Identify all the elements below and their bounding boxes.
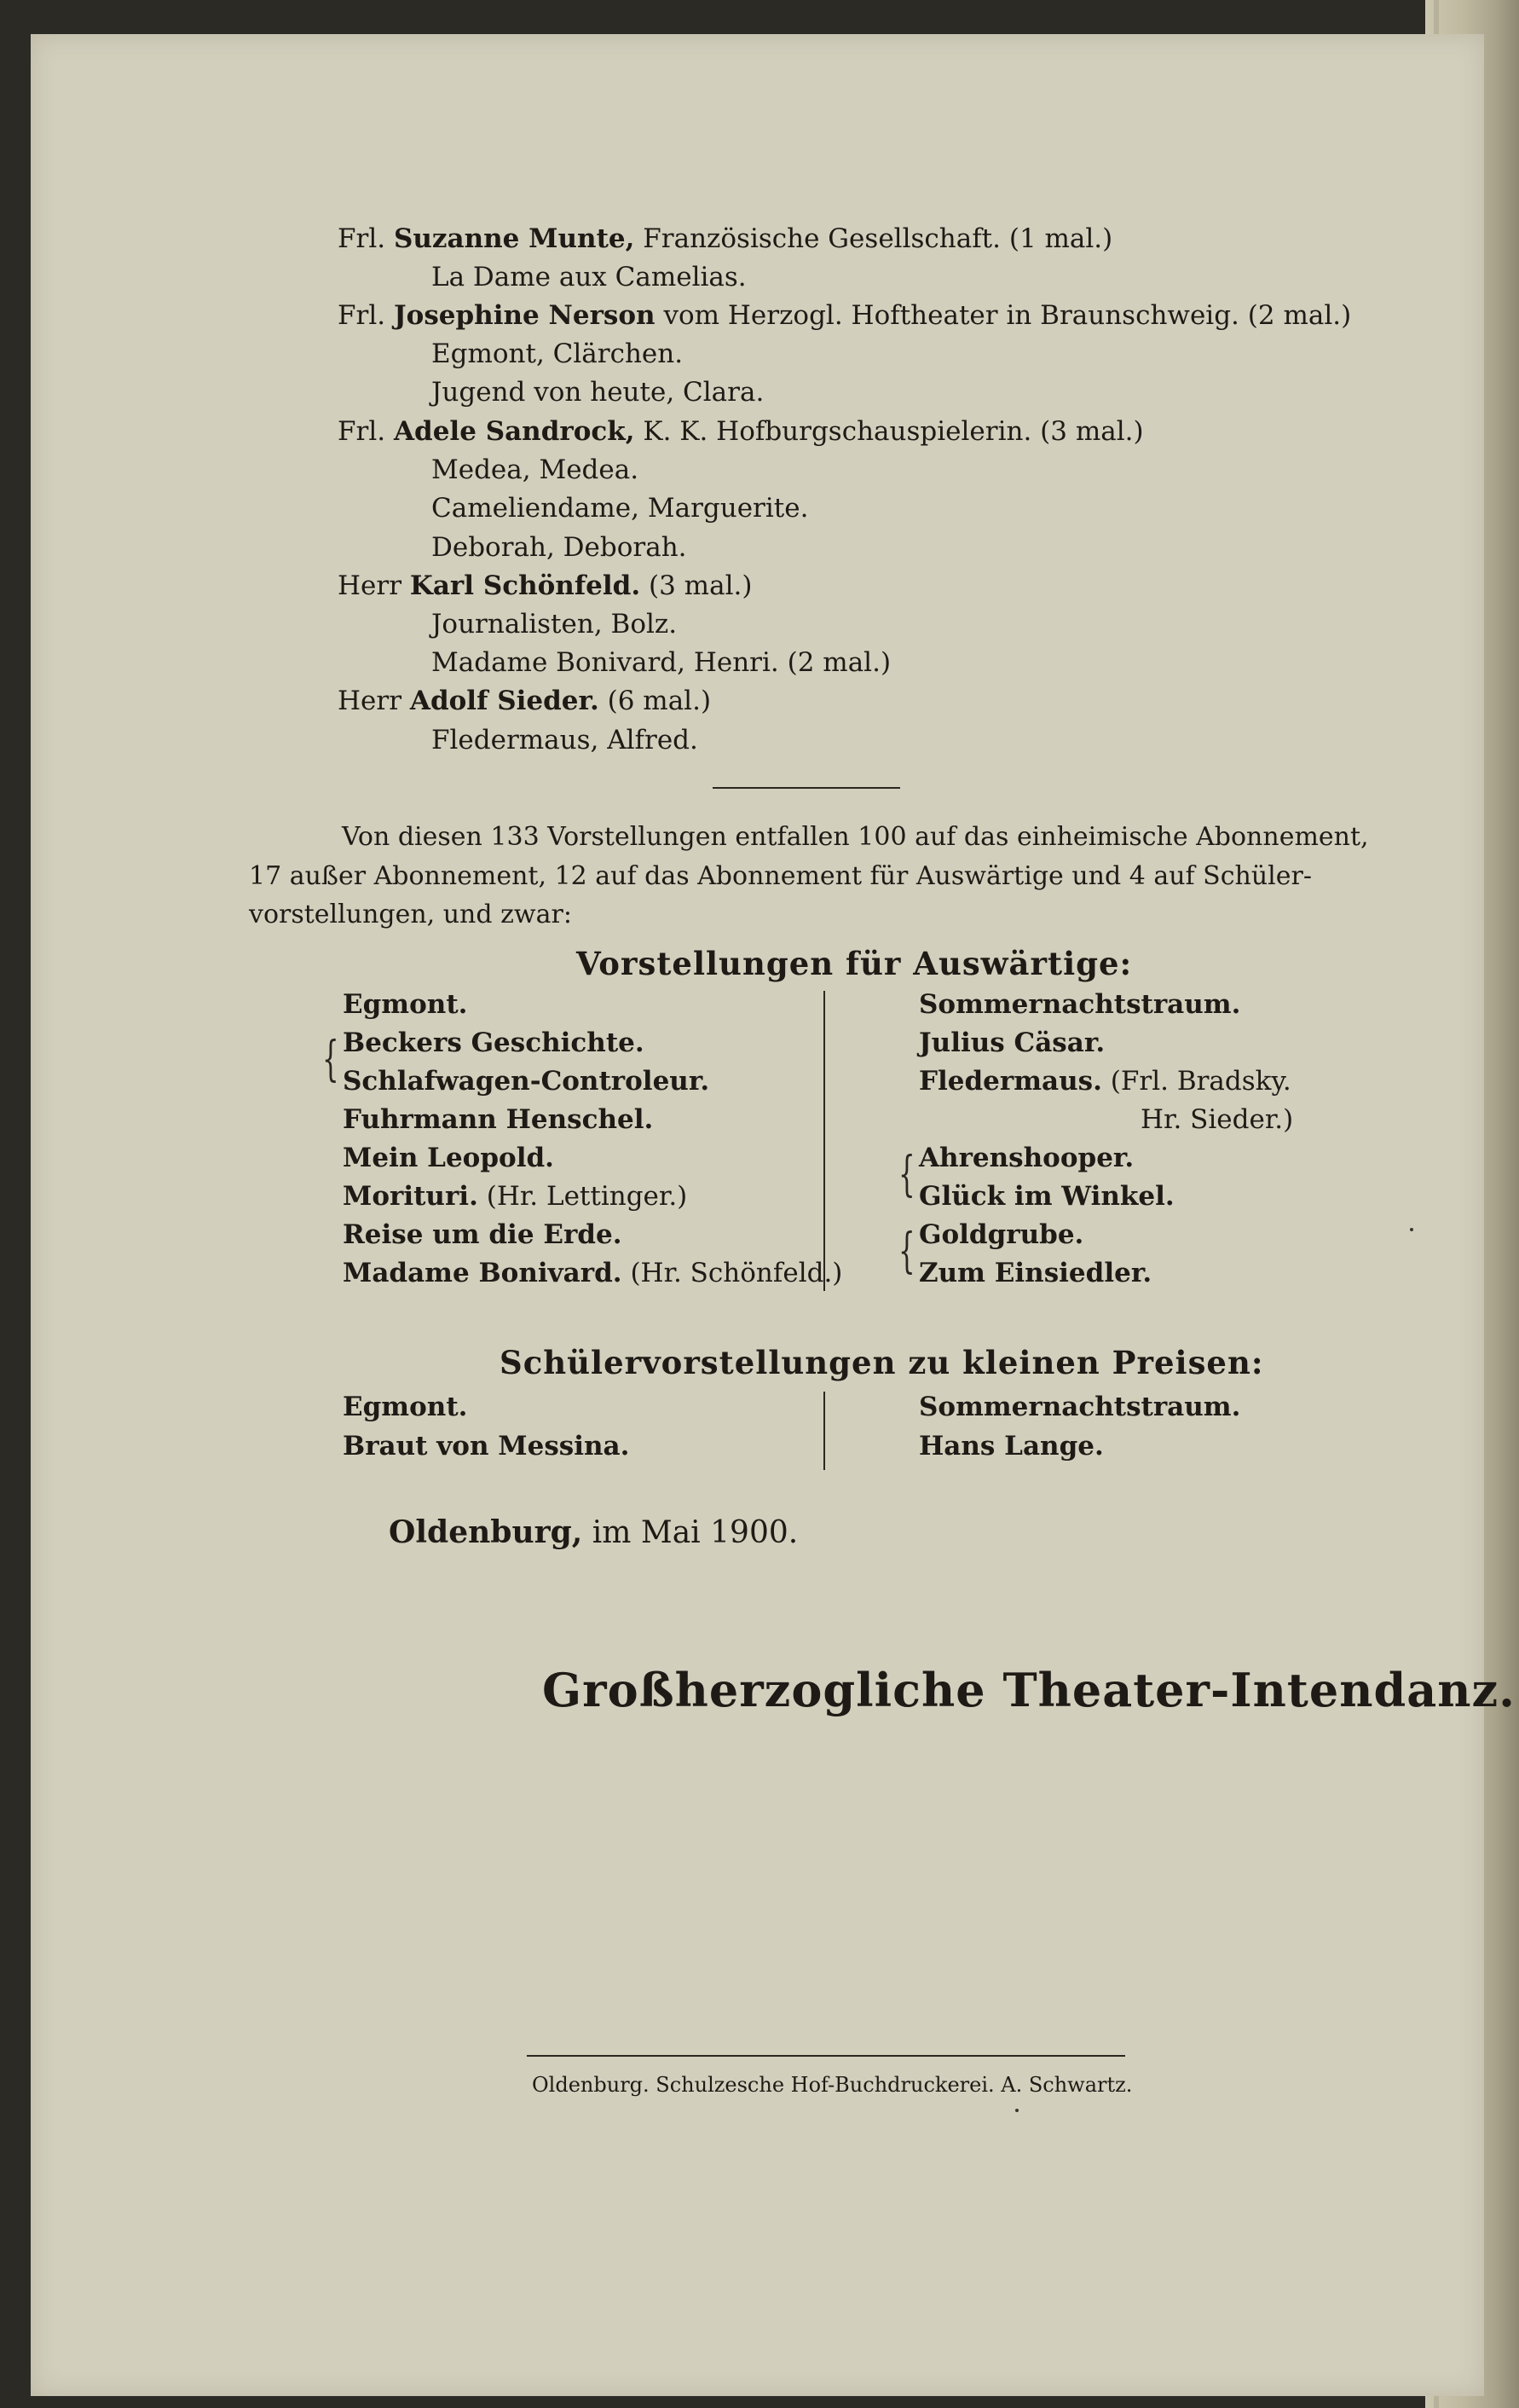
- guest-details: Französische Gesellschaft. (1 mal.): [643, 223, 1113, 254]
- column-divider: [823, 991, 825, 1291]
- student-play-right: Hans Lange.: [919, 1431, 1104, 1462]
- guest-entry-sandrock: [338, 414, 1144, 449]
- guest-role: Madame Bonivard, Henri. (2 mal.): [431, 647, 892, 678]
- play-left: [343, 987, 467, 1022]
- play-name: Reise um die Erde.: [343, 1219, 622, 1250]
- guest-name: Suzanne Munte,: [393, 223, 635, 254]
- play-name: Mein Leopold.: [343, 1143, 554, 1173]
- guest-entry-sieder: [338, 684, 711, 718]
- summary-line: 17 außer Abonnement, 12 auf das Abonnement für Auswärtige und 4 auf Schüler-: [249, 861, 1312, 891]
- page-content: [31, 34, 1516, 2396]
- play-cast: (Frl. Bradsky.: [1110, 1066, 1291, 1097]
- guest-role: Egmont, Clärchen.: [431, 339, 684, 369]
- dateline-place: Oldenburg,: [389, 1514, 583, 1550]
- section-heading-schueler: Schülervorstellungen zu kleinen Preisen:: [500, 1344, 1264, 1381]
- play-name: Fledermaus.: [919, 1066, 1102, 1097]
- play-name: Goldgrube.: [919, 1219, 1084, 1250]
- imprint-rule: [527, 2055, 1125, 2057]
- guest-details: (6 mal.): [607, 686, 712, 716]
- guest-role: Cameliendame, Marguerite.: [431, 493, 809, 524]
- grouping-brace: {: [898, 1147, 915, 1202]
- guest-entry-munte: [338, 222, 1112, 256]
- play-name: Zum Einsiedler.: [919, 1258, 1152, 1288]
- play-cast: (Hr. Lettinger.): [486, 1181, 688, 1212]
- play-name: Morituri.: [343, 1181, 478, 1212]
- guest-title: Frl.: [338, 416, 386, 447]
- play-name: Glück im Winkel.: [919, 1181, 1175, 1212]
- guest-details: K. K. Hofburgschauspielerin. (3 mal.): [643, 416, 1144, 447]
- dateline: [389, 1513, 798, 1553]
- guest-title: Frl.: [338, 300, 386, 331]
- play-left: [343, 1064, 709, 1098]
- dateline-date: im Mai 1900.: [592, 1515, 799, 1550]
- play-right: [1141, 1103, 1293, 1137]
- play-left: [343, 1256, 842, 1290]
- play-name: Madame Bonivard.: [343, 1258, 622, 1288]
- play-right: [919, 1179, 1175, 1213]
- paper-speck: [1410, 1228, 1413, 1231]
- signature-intendanz: Großherzogliche Theater-Intendanz.: [542, 1663, 1516, 1717]
- play-right: [919, 1218, 1083, 1252]
- play-left: [343, 1026, 644, 1060]
- play-right: [919, 1256, 1152, 1290]
- grouping-brace: {: [898, 1224, 915, 1279]
- guest-role: Fledermaus, Alfred.: [431, 725, 698, 755]
- guest-title: Frl.: [338, 223, 386, 254]
- printer-imprint: Oldenburg. Schulzesche Hof-Buchdruckerei. A. Schwartz.: [532, 2073, 1133, 2097]
- student-play-left: Egmont.: [343, 1392, 468, 1422]
- guest-name: Adolf Sieder.: [409, 686, 599, 716]
- play-right: [919, 987, 1240, 1022]
- guest-title: Herr: [338, 570, 402, 601]
- paper-speck: [1015, 2109, 1019, 2112]
- play-left: [343, 1179, 687, 1213]
- play-cast: (Hr. Schönfeld.): [630, 1258, 843, 1288]
- document-page: [31, 34, 1516, 2396]
- play-left: [343, 1141, 554, 1175]
- guest-entry-schoenfeld: [338, 569, 752, 603]
- play-name: Ahrenshooper.: [919, 1143, 1135, 1173]
- guest-name: Adele Sandrock,: [393, 416, 635, 447]
- guest-role: Deborah, Deborah.: [431, 532, 687, 563]
- guest-role: Medea, Medea.: [431, 454, 639, 485]
- student-play-right: Sommernachtstraum.: [919, 1392, 1241, 1422]
- play-name: Beckers Geschichte.: [343, 1027, 644, 1058]
- section-divider: [713, 787, 900, 789]
- guest-entry-nerson: [338, 298, 1351, 333]
- play-name: Sommernachtstraum.: [919, 989, 1241, 1020]
- guest-details: (3 mal.): [649, 570, 753, 601]
- play-name: Egmont.: [343, 989, 468, 1020]
- summary-line: Von diesen 133 Vorstellungen entfallen 100 auf das einheimische Abonnement,: [342, 822, 1369, 852]
- play-cast: Hr. Sieder.): [1141, 1104, 1294, 1135]
- guest-name: Josephine Nerson: [393, 300, 656, 331]
- guest-role: Jugend von heute, Clara.: [431, 377, 765, 408]
- play-name: Schlafwagen-Controleur.: [343, 1066, 710, 1097]
- guest-name: Karl Schönfeld.: [409, 570, 641, 601]
- column-divider: [823, 1392, 825, 1470]
- play-name: Julius Cäsar.: [919, 1027, 1106, 1058]
- guest-role: Journalisten, Bolz.: [431, 609, 678, 640]
- play-name: Fuhrmann Henschel.: [343, 1104, 654, 1135]
- grouping-brace: {: [322, 1032, 339, 1087]
- play-right: [919, 1026, 1105, 1060]
- summary-line: vorstellungen, und zwar:: [249, 900, 572, 929]
- student-play-left: Braut von Messina.: [343, 1431, 630, 1462]
- play-right: [919, 1141, 1134, 1175]
- section-heading-auswaertige: Vorstellungen für Auswärtige:: [576, 945, 1133, 982]
- guest-role: La Dame aux Camelias.: [431, 262, 747, 292]
- play-left: [343, 1218, 621, 1252]
- guest-details: vom Herzogl. Hoftheater in Braunschweig. (2 mal.): [663, 300, 1352, 331]
- guest-title: Herr: [338, 686, 402, 716]
- play-left: [343, 1103, 653, 1137]
- play-right: [919, 1064, 1291, 1098]
